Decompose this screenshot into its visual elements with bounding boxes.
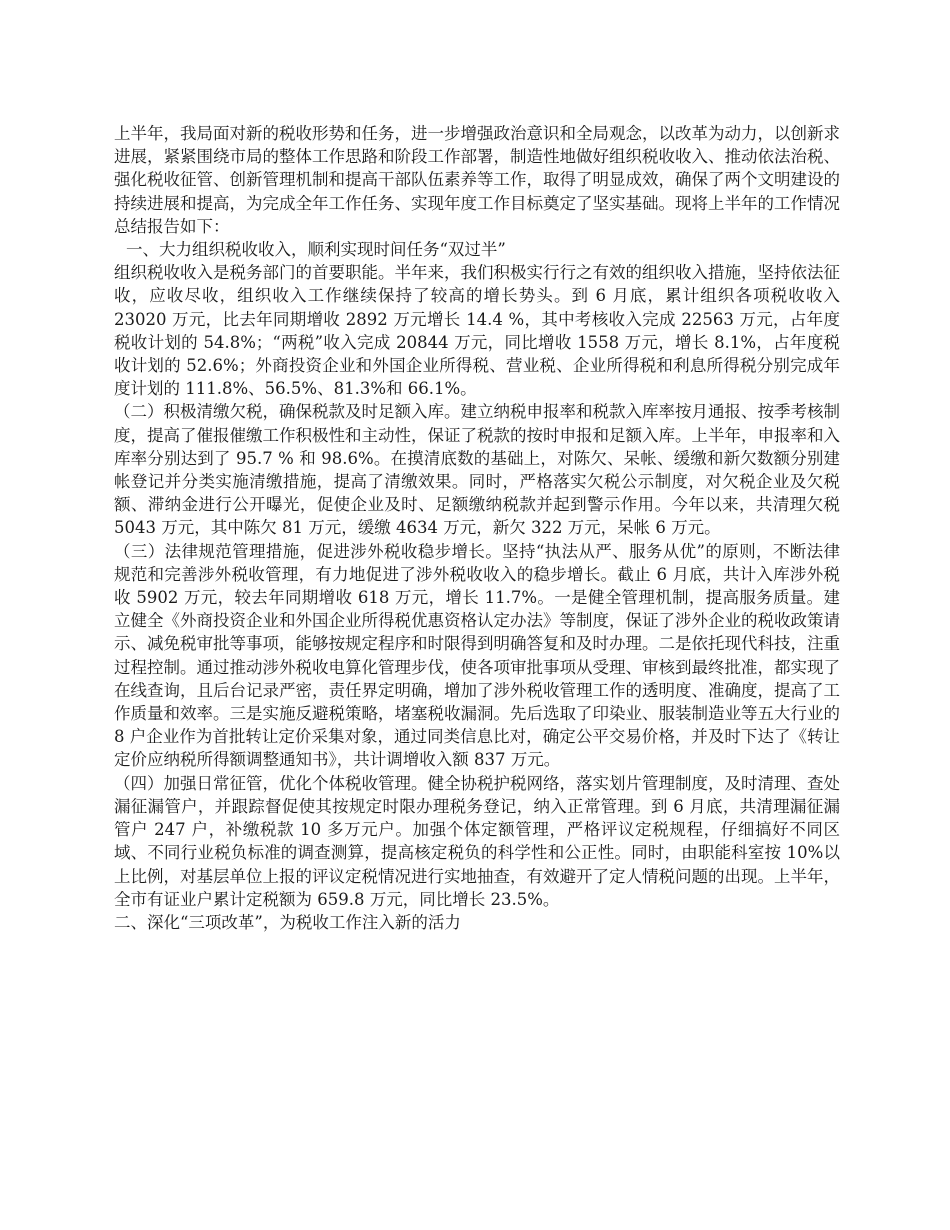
section-1-heading: 一、大力组织税收收入，顺利实现时间任务“双过半” [126,240,506,260]
subsection-2-paragraph: （二）积极清缴欠税，确保税款及时足额入库。建立纳税申报率和税款入库率按月通报、按季考核制度，提高了催报催缴工作积极性和主动性，保证了税款的按时申报和足额入库。上半年，申报率和入库率分别达到了 95.7 % 和 98.6%。在摸清底数的基础上，对陈欠、呆帐、缓缴和新欠数额分别建帐登记并分类实施清缴措施，提高了清缴效果。同时，严格落实欠税公示制度，对欠税企业及欠税额、滞纳金进行公开曝光，促使企业及时、足额缴纳税款并起到警示作用。今年以来，共清理欠税 5043 万元，其中陈欠 81 万元，缓缴 4634 万元，新欠 322 万元，呆帐 6 万元。 [114,402,840,538]
subsection-4-paragraph: （四）加强日常征管，优化个体税收管理。健全协税护税网络，落实划片管理制度，及时清理、查处漏征漏管户，并跟踪督促使其按规定时限办理税务登记，纳入正常管理。到 6 月底，共清理漏征漏管户 247 户，补缴税款 10 多万元户。加强个体定额管理，严格评议定税规程，仔细搞好不同区域、不同行业税负标准的调查测算，提高核定税负的科学性和公正性。同时，由职能科室按 10%以上比例，对基层单位上报的评议定税情况进行实地抽查，有效避开了定人情税问题的出现。上半年，全市有证业户累计定税额为 659.8 万元，同比增长 23.5%。 [114,773,840,909]
subsection-3-paragraph: （三）法律规范管理措施，促进涉外税收稳步增长。坚持“执法从严、服务从优”的原则，不断法律规范和完善涉外税收管理，有力地促进了涉外税收收入的稳步增长。截止 6 月底，共计入库涉外税收 5902 万元，较去年同期增收 618 万元，增长 11.7%。一是健全管理机制，提高服务质量。建立健全《外商投资企业和外国企业所得税优惠资格认定办法》等制度，保证了涉外企业的税收政策请示、减免税审批等事项，能够按规定程序和时限得到明确答复和及时办理。二是依托现代科技，注重过程控制。通过推动涉外税收电算化管理步伐，使各项审批事项从受理、审核到最终批准，都实现了在线查询，且后台记录严密，责任界定明确，增加了涉外税收管理工作的透明度、准确度，提高了工作质量和效率。三是实施反避税策略，堵塞税收漏洞。先后选取了印染业、服装制造业等五大行业的 8 户企业作为首批转让定价采集对象，通过同类信息比对，确定公平交易价格，并及时下达了《转让定价应纳税所得额调整通知书》，共计调增收入额 837 万元。 [114,541,840,770]
section-2-heading: 二、深化“三项改革”，为税收工作注入新的活力 [114,912,461,932]
section-1-paragraph: 组织税收收入是税务部门的首要职能。半年来，我们积极实行行之有效的组织收入措施，坚持依法征收，应收尽收，组织收入工作继续保持了较高的增长势头。到 6 月底，累计组织各项税收收入 23020 万元，比去年同期增收 2892 万元增长 14.4 %，其中考核收入完成 22563 万元，占年度税收计划的 54.8%；“两税”收入完成 20844 万元，同比增收 1558 万元，增长 8.1%，占年度税收计划的 52.6%；外商投资企业和外国企业所得税、营业税、企业所得税和利息所得税分别完成年度计划的 111.8%、56.5%、81.3%和 66.1%。 [114,263,840,399]
intro-paragraph: 上半年，我局面对新的税收形势和任务，进一步增强政治意识和全局观念，以改革为动力，以创新求进展，紧紧围绕市局的整体工作思路和阶段工作部署，制造性地做好组织税收收入、推动依法治税、强化税收征管、创新管理机制和提高干部队伍素养等工作，取得了明显成效，确保了两个文明建设的持续进展和提高，为完成全年工作任务、实现年度工作目标奠定了坚实基础。现将上半年的工作情况总结报告如下： [114,124,840,236]
document-page [114,122,840,934]
